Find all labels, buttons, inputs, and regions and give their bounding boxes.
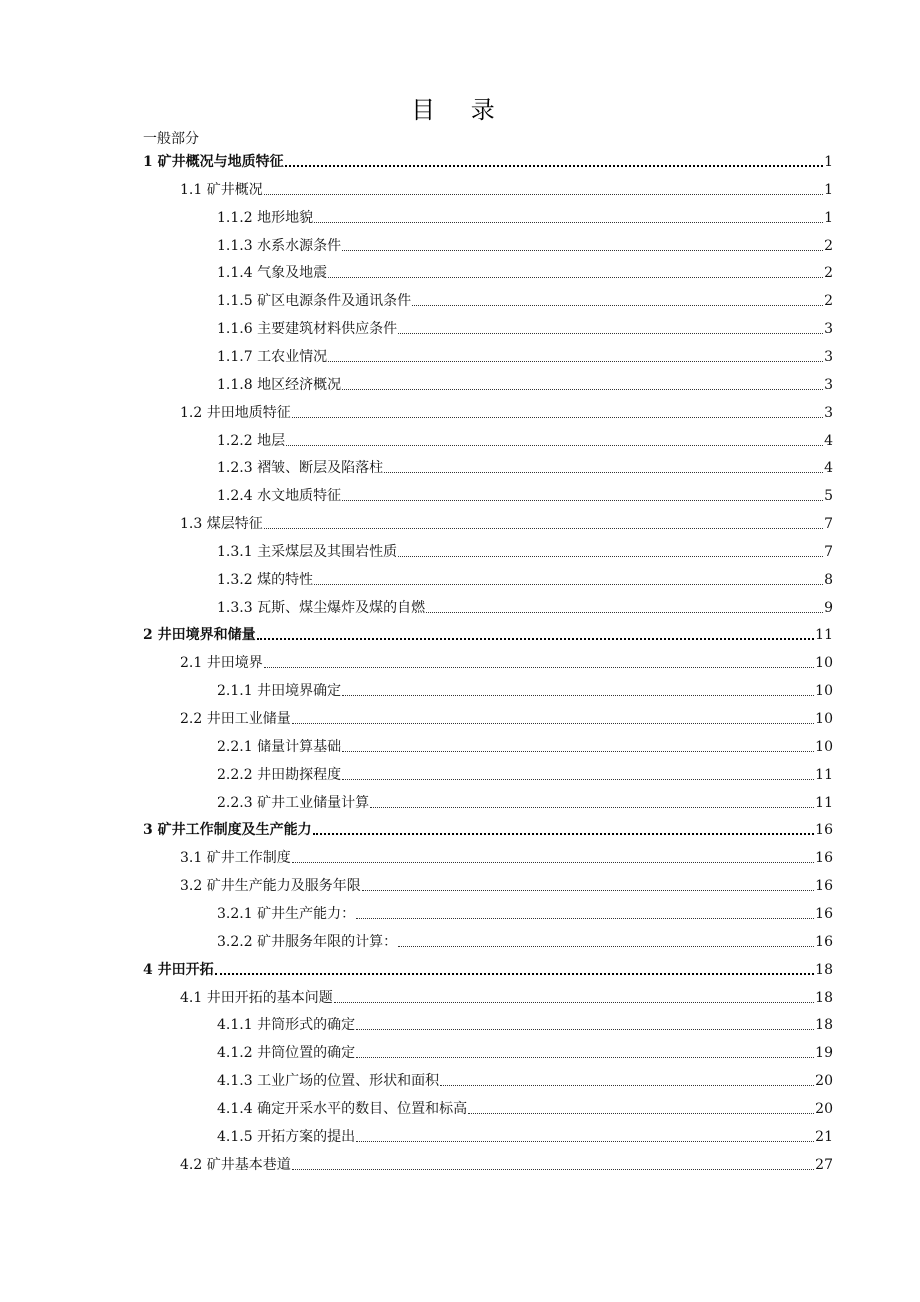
toc-entry-page-number: 18 [815, 1017, 833, 1034]
toc-entry-title: 1.1.5 矿区电源条件及通讯条件 [217, 293, 412, 310]
toc-entry-page-number: 7 [824, 516, 833, 533]
dot-leader [292, 861, 814, 863]
toc-entry[interactable] [143, 820, 833, 840]
toc-entry-page-number: 1 [824, 154, 833, 170]
toc-entry[interactable] [217, 458, 833, 478]
dot-leader [334, 1001, 814, 1003]
toc-entry-title: 3 矿井工作制度及生产能力 [143, 822, 312, 839]
toc-entry-page-number: 4 [824, 460, 833, 477]
dot-leader [264, 666, 814, 668]
dot-leader [398, 555, 823, 557]
toc-entry[interactable] [180, 848, 833, 868]
toc-entry-page-number: 20 [815, 1073, 833, 1090]
toc-entry-page-number: 1 [824, 209, 833, 226]
toc-entry[interactable] [217, 932, 833, 952]
toc-entry-title: 3.1 矿井工作制度 [180, 850, 291, 867]
toc-entry[interactable] [217, 681, 833, 701]
toc-entry[interactable] [217, 291, 833, 311]
dot-leader [370, 806, 814, 808]
dot-leader [257, 637, 815, 640]
dot-leader [264, 193, 823, 195]
toc-entry[interactable] [217, 1099, 833, 1119]
toc-entry-page-number: 3 [824, 348, 833, 365]
dot-leader [286, 444, 823, 446]
toc-entry[interactable] [180, 403, 833, 423]
toc-entry-title: 1.2.2 地层 [217, 432, 286, 449]
toc-entry[interactable] [180, 180, 833, 200]
toc-entry[interactable] [180, 988, 833, 1008]
toc-entry-page-number: 16 [815, 933, 833, 950]
toc-entry-title: 1.3.3 瓦斯、煤尘爆炸及煤的自燃 [217, 599, 426, 616]
dot-leader [440, 1084, 814, 1086]
toc-entry[interactable] [217, 1127, 833, 1147]
toc-entry[interactable] [217, 1071, 833, 1091]
dot-leader [342, 249, 823, 251]
toc-entry-page-number: 11 [815, 794, 833, 811]
toc-entry-title: 4.2 矿井基本巷道 [180, 1156, 291, 1173]
toc-entry-title: 2.1.1 井田境界确定 [217, 683, 342, 700]
toc-entry[interactable] [217, 598, 833, 618]
toc-entry-title: 1.2.4 水文地质特征 [217, 488, 342, 505]
dot-leader [328, 360, 823, 362]
dot-leader [398, 332, 823, 334]
toc-entry-title: 1.3.1 主采煤层及其围岩性质 [217, 543, 398, 560]
dot-leader [342, 750, 814, 752]
toc-entry-page-number: 4 [824, 432, 833, 449]
toc-entry-title: 1.2.3 褶皱、断层及陷落柱 [217, 460, 384, 477]
toc-entry-title: 4.1.1 井筒形式的确定 [217, 1017, 356, 1034]
dot-leader [264, 527, 823, 529]
toc-entry-title: 1.3.2 煤的特性 [217, 571, 314, 588]
toc-entry-title: 2.2.1 储量计算基础 [217, 738, 342, 755]
toc-entry-title: 2.1 井田境界 [180, 655, 263, 672]
toc-entry-page-number: 10 [815, 683, 833, 700]
toc-entry[interactable] [180, 709, 833, 729]
toc-entry[interactable] [143, 625, 833, 645]
toc-entry-title: 1.1 矿井概况 [180, 181, 263, 198]
toc-entry-title: 2 井田境界和储量 [143, 627, 256, 644]
toc-entry[interactable] [180, 653, 833, 673]
dot-leader [356, 917, 814, 919]
toc-entry[interactable] [180, 514, 833, 534]
toc-entry[interactable] [217, 542, 833, 562]
toc-entry[interactable] [143, 960, 833, 980]
dot-leader [292, 722, 814, 724]
toc-entry-page-number: 18 [815, 961, 833, 978]
page-title: 目 录 [411, 96, 509, 124]
toc-entry-title: 3.2.1 矿井生产能力： [217, 905, 356, 922]
toc-entry[interactable] [217, 570, 833, 590]
dot-leader [426, 611, 823, 613]
toc-entry-title: 1.1.6 主要建筑材料供应条件 [217, 321, 398, 338]
toc-entry-title: 1.3 煤层特征 [180, 516, 263, 533]
dot-leader [342, 388, 823, 390]
toc-entry-page-number: 2 [824, 265, 833, 282]
toc-entry[interactable] [180, 1155, 833, 1175]
toc-entry-page-number: 18 [815, 989, 833, 1006]
toc-entry[interactable] [180, 876, 833, 896]
toc-entry[interactable] [143, 152, 833, 172]
toc-entry[interactable] [217, 1015, 833, 1035]
toc-entry-page-number: 10 [815, 738, 833, 755]
section-label: 一般部分 [143, 131, 199, 147]
dot-leader [215, 972, 815, 975]
toc-entry-title: 1.1.8 地区经济概况 [217, 376, 342, 393]
toc-entry-title: 4.1.5 开拓方案的提出 [217, 1128, 356, 1145]
toc-entry-page-number: 16 [815, 822, 833, 839]
toc-entry-page-number: 9 [824, 599, 833, 616]
dot-leader [292, 416, 823, 418]
toc-entry-title: 2.2 井田工业储量 [180, 711, 291, 727]
dot-leader [313, 832, 815, 835]
toc-entry[interactable] [217, 765, 833, 785]
toc-entry[interactable] [217, 737, 833, 757]
toc-entry[interactable] [217, 236, 833, 256]
toc-entry[interactable] [217, 208, 833, 228]
toc-entry[interactable] [217, 486, 833, 506]
dot-leader [356, 1056, 814, 1058]
dot-leader [314, 221, 823, 223]
dot-leader [362, 889, 814, 891]
dot-leader [328, 276, 823, 278]
toc-entry-title: 4 井田开拓 [143, 961, 214, 978]
toc-entry[interactable] [217, 904, 833, 924]
toc-entry[interactable] [217, 1043, 833, 1063]
toc-entry[interactable] [217, 263, 833, 283]
toc-entry-page-number: 7 [824, 543, 833, 560]
toc-entry-page-number: 10 [815, 655, 833, 672]
toc-entry-title: 3.2 矿井生产能力及服务年限 [180, 878, 361, 895]
toc-entry-page-number: 3 [824, 404, 833, 421]
toc-entry-page-number: 21 [815, 1128, 833, 1145]
dot-leader [468, 1112, 814, 1114]
toc-entry-page-number: 11 [815, 627, 833, 644]
toc-entry-page-number: 5 [824, 488, 833, 505]
toc-entry-page-number: 10 [815, 711, 833, 727]
toc-entry[interactable] [217, 319, 833, 339]
toc-entry[interactable] [217, 431, 833, 451]
dot-leader [342, 778, 814, 780]
toc-entry[interactable] [217, 375, 833, 395]
toc-entry-page-number: 19 [815, 1045, 833, 1062]
toc-entry-title: 1.1.2 地形地貌 [217, 209, 314, 226]
toc-entry-title: 1.2 井田地质特征 [180, 404, 291, 421]
toc-entry-page-number: 2 [824, 293, 833, 310]
toc-entry-page-number: 16 [815, 850, 833, 867]
dot-leader [412, 304, 823, 306]
toc-entry-page-number: 20 [815, 1100, 833, 1117]
toc-entry-page-number: 3 [824, 376, 833, 393]
dot-leader [285, 164, 823, 167]
toc-entry-title: 3.2.2 矿井服务年限的计算： [217, 933, 398, 950]
dot-leader [314, 583, 823, 585]
toc-entry-title: 4.1 井田开拓的基本问题 [180, 989, 333, 1006]
dot-leader [342, 499, 823, 501]
toc-entry-page-number: 2 [824, 237, 833, 254]
toc-entry-page-number: 8 [824, 571, 833, 588]
toc-entry[interactable] [217, 793, 833, 813]
dot-leader [292, 1168, 814, 1170]
toc-entry[interactable] [217, 347, 833, 367]
toc-entry-page-number: 27 [815, 1156, 833, 1173]
toc-entry-title: 2.2.3 矿井工业储量计算 [217, 794, 370, 811]
toc-entry-title: 1.1.3 水系水源条件 [217, 237, 342, 254]
toc-entry-page-number: 16 [815, 905, 833, 922]
toc-entry-title: 4.1.4 确定开采水平的数目、位置和标高 [217, 1100, 468, 1117]
toc-entry-title: 2.2.2 井田勘探程度 [217, 766, 342, 783]
dot-leader [356, 1140, 814, 1142]
toc-entry-title: 1 矿井概况与地质特征 [143, 154, 284, 170]
toc-entry-title: 4.1.3 工业广场的位置、形状和面积 [217, 1073, 440, 1090]
toc-entry-page-number: 11 [815, 766, 833, 783]
toc-entry-page-number: 3 [824, 321, 833, 338]
dot-leader [398, 945, 814, 947]
dot-leader [356, 1028, 814, 1030]
toc-entry-page-number: 16 [815, 878, 833, 895]
toc-entry-title: 1.1.7 工农业情况 [217, 348, 328, 365]
dot-leader [384, 471, 823, 473]
toc-entry-title: 4.1.2 井筒位置的确定 [217, 1045, 356, 1062]
toc-entry-page-number: 1 [824, 181, 833, 198]
toc-entry-title: 1.1.4 气象及地震 [217, 265, 328, 282]
dot-leader [342, 694, 814, 696]
